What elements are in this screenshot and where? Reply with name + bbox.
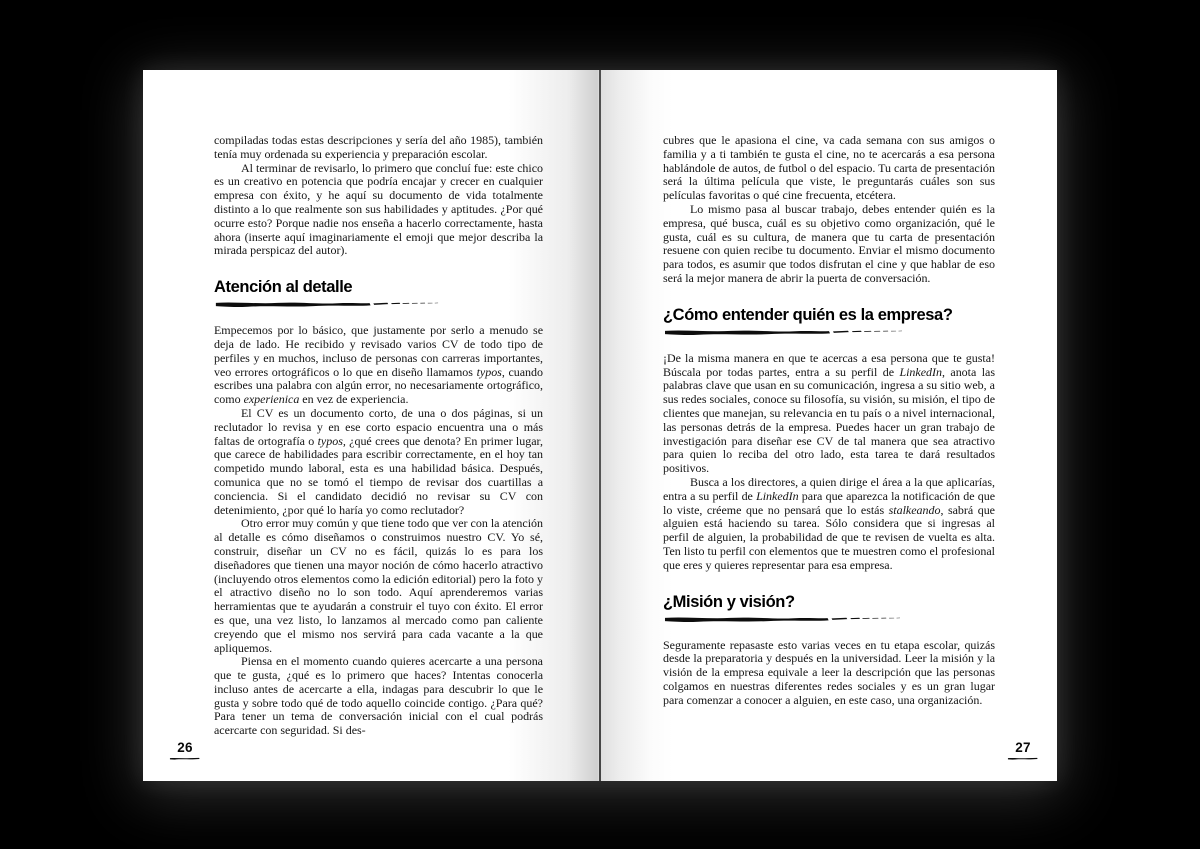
body-paragraph: Piensa en el momento cuando quieres acercarte a una persona que te gusta, ¿qué es lo primero que haces? Intentas conocerla incluso antes de acercarte a ella, indagas para descubrir lo que le gusta y sobre todo qué de todo aquello coincide contigo. ¿Para qué? Para tener un tema de conversación inicial con el cual podrás acercarte con seguridad. Si des-	[214, 654, 543, 738]
section-heading	[663, 593, 995, 624]
body-paragraph: compiladas todas estas descripciones y sería del año 1985), también tenía muy ordenada su experiencia y preparación escolar.	[214, 134, 543, 161]
folio-underline-brush-icon	[169, 756, 201, 761]
section-heading-text: Atención al detalle	[214, 278, 353, 297]
section-heading-text: ¿Misión y visión?	[663, 592, 795, 611]
body-paragraph: Al terminar de revisarlo, lo primero que concluí fue: este chico es un creativo en potencia que podría encajar y crecer en cualquier empresa con éxito, y he aquí su documento de vida totalmente distinto a lo que realmente son sus habilidades y aptitudes. ¿Por qué ocurre esto? Porque nadie nos enseña a hacerlo correctamente, hasta ahora (inserte aquí imaginariamente el emoji que mejor describa la mirada perspicaz del autor).	[214, 160, 543, 258]
folio-underline-brush-icon	[1007, 756, 1039, 761]
section-heading	[663, 306, 995, 337]
brush-stroke-icon	[663, 327, 903, 337]
page-number-left-value: 26	[177, 740, 193, 755]
left-page-content	[214, 134, 543, 754]
body-paragraph: ¡De la misma manera en que te acercas a esa persona que te gusta! Búscala por todas partes, entra a su perfil de LinkedIn, anota las palabras clave que usan en su comunicación, ingresa a su sitio web, a sus redes sociales, conoce su filosofía, su visión, su misión, el tipo de clientes que manejan, su relevancia en tu país o a nivel internacional, las personas detrás de la empresa. Puedes hacer un gran trabajo de investigación para diseñar ese CV de tal manera que sea atractivo para quien lo reciba del otro lado, esta tarea te dará resultados positivos.	[663, 350, 995, 476]
page-number-right-value: 27	[1015, 740, 1031, 755]
book-spine	[599, 70, 601, 781]
body-paragraph: Lo mismo pasa al buscar trabajo, debes entender quién es la empresa, qué busca, cuál es su objetivo como organización, qué le gusta, cuál es su cultura, de manera que tu carta de presentación resuene con quien recibe tu documento. Enviar el mismo documento para todos, es asumir que todos disfrutan el cine y que hablar de eso será la mejor manera de abrir la puerta de conversación.	[663, 201, 995, 285]
book-spread	[143, 70, 1057, 781]
right-page-content	[663, 134, 995, 754]
page-number-right	[1007, 740, 1039, 761]
page-number-left	[169, 740, 201, 761]
section-heading-text: ¿Cómo entender quién es la empresa?	[663, 305, 953, 324]
body-paragraph: cubres que le apasiona el cine, va cada semana con sus amigos o familia y a ti también te gusta el cine, no te acercarás a esa persona hablándole de autos, de futbol o del espacio. Tu carta de presentación será la última película que viste, le preguntarás cuáles son sus películas favoritas o qué cine frecuenta, etcétera.	[663, 134, 995, 203]
brush-stroke-icon	[663, 614, 901, 624]
body-paragraph: Busca a los directores, a quien dirige el área a la que aplicarías, entra a su perfil de LinkedIn para que aparezca la notificación de que lo viste, créeme que no pensará que lo estás stalkeando, sabrá que alguien está haciendo su tarea. Sólo considera que si ingresas al perfil de alguien, la probabilidad de que te revisen de vuelta es alta. Ten listo tu perfil con elementos que te muestren como el profesional que eres y quieres representar para esa empresa.	[663, 474, 995, 572]
brush-stroke-icon	[214, 299, 439, 309]
body-paragraph: El CV es un documento corto, de una o dos páginas, si un reclutador lo revisa y en ese corto espacio encuentra una o más faltas de ortografía o typos, ¿qué crees que denota? En primer lugar, que carece de habilidades para escribir correctamente, en el hoy tan competido mundo laboral, esta es una habilidad básica. Después, comunica que no se tomó el tiempo de revisar dos cuartillas a conciencia. Si el candidato decidió no revisar su CV con detenimiento, ¿por qué lo haría yo como reclutador?	[214, 405, 543, 517]
body-paragraph: Empecemos por lo básico, que justamente por serlo a menudo se deja de lado. He recibido y revisado varios CV de todo tipo de perfiles y en muchos, incluso de personas con carreras importantes, veo errores ortográficos o lo que en diseño llamamos typos, cuando escribes una palabra con algún error, no necesariamente ortográfico, como experienica en vez de experiencia.	[214, 323, 543, 407]
section-heading	[214, 278, 543, 309]
right-page	[600, 70, 1057, 781]
body-paragraph: Seguramente repasaste esto varias veces en tu etapa escolar, quizás desde la preparatoria y después en la universidad. Leer la misión y la visión de la empresa equivale a leer la descripción que las personas colgamos en nuestras diferentes redes sociales y es un gran lugar para comenzar a conocer a alguien, en este caso, una organización.	[663, 637, 995, 707]
left-page	[143, 70, 600, 781]
body-paragraph: Otro error muy común y que tiene todo que ver con la atención al detalle es cómo diseñamos o construimos nuestro CV. Yo sé, construir, diseñar un CV no es fácil, quizás lo es para los diseñadores que tienen una mayor noción de cómo hacerlo atractivo (incluyendo otros elementos como la edición editorial) pero la foto y el atractivo diseño no lo son todo. Aquí aprenderemos varias herramientas que te ayudarán a construir el tuyo con éxito. El error es que, una vez listo, lo lanzamos al mercado como pan caliente creyendo que el mismo nos servirá para cada vacante a la que apliquemos.	[214, 516, 543, 655]
